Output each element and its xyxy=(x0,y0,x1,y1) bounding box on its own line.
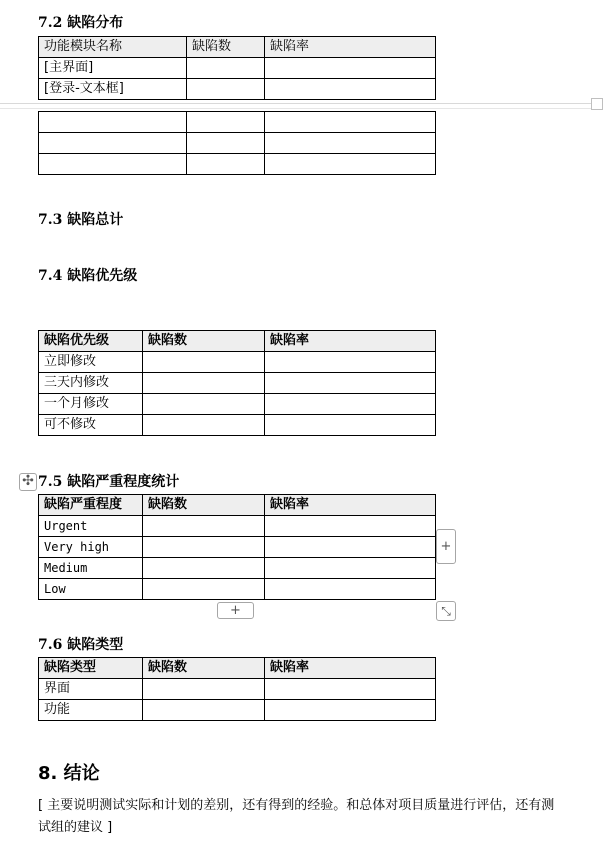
table-row xyxy=(39,394,436,415)
table-cell[interactable] xyxy=(143,537,265,558)
table-row xyxy=(39,79,436,100)
table-cell[interactable] xyxy=(265,558,436,579)
header-cell[interactable]: 缺陷优先级 xyxy=(39,331,143,352)
table-resize-handle-icon[interactable]: ⤡ xyxy=(436,601,456,621)
table-cell[interactable] xyxy=(265,579,436,600)
header-cell[interactable]: 缺陷率 xyxy=(265,495,436,516)
table-cell[interactable] xyxy=(143,700,265,721)
conclusion-line-2: 试组的建议 ] xyxy=(38,820,113,835)
table-row xyxy=(39,537,436,558)
page-break-line-lower xyxy=(0,108,603,109)
table-cell[interactable] xyxy=(265,133,436,154)
table-cell[interactable]: Urgent xyxy=(39,516,143,537)
table-cell[interactable] xyxy=(265,415,436,436)
table-cell[interactable] xyxy=(143,415,265,436)
section-7-6-title: 7.6 缺陷类型 xyxy=(38,637,124,653)
header-cell[interactable]: 缺陷严重程度 xyxy=(39,495,143,516)
table-cell[interactable] xyxy=(39,133,187,154)
table-cell[interactable] xyxy=(143,679,265,700)
table-cell[interactable] xyxy=(143,373,265,394)
defect-type-table xyxy=(38,657,436,721)
header-cell[interactable]: 缺陷率 xyxy=(265,331,436,352)
table-cell[interactable] xyxy=(265,516,436,537)
table-cell[interactable]: 功能 xyxy=(39,700,143,721)
add-column-button[interactable]: + xyxy=(436,529,456,564)
table-cell[interactable] xyxy=(143,394,265,415)
table-cell[interactable]: Low xyxy=(39,579,143,600)
table-header-row xyxy=(39,495,436,516)
table-header-row xyxy=(39,658,436,679)
table-cell[interactable] xyxy=(143,516,265,537)
table-move-handle-icon[interactable]: ✣ xyxy=(19,473,37,491)
header-cell[interactable]: 缺陷数 xyxy=(187,37,265,58)
defect-severity-table xyxy=(38,494,436,600)
table-cell[interactable] xyxy=(143,579,265,600)
defect-priority-table xyxy=(38,330,436,436)
conclusion-paragraph[interactable] xyxy=(38,795,598,839)
table-row xyxy=(39,679,436,700)
table-cell[interactable] xyxy=(39,154,187,175)
table-cell[interactable] xyxy=(265,58,436,79)
table-cell[interactable] xyxy=(187,133,265,154)
table-cell[interactable] xyxy=(265,679,436,700)
page-corner-marker xyxy=(591,98,603,110)
header-cell[interactable]: 缺陷类型 xyxy=(39,658,143,679)
table-row xyxy=(39,352,436,373)
section-7-2-title: 7.2 缺陷分布 xyxy=(38,15,124,31)
table-cell[interactable]: [主界面] xyxy=(39,58,187,79)
table-header-row xyxy=(39,331,436,352)
table-cell[interactable] xyxy=(265,79,436,100)
section-7-5-title: 7.5 缺陷严重程度统计 xyxy=(38,474,180,490)
table-row xyxy=(39,516,436,537)
header-cell[interactable]: 缺陷率 xyxy=(265,37,436,58)
conclusion-heading: 8. 结论 xyxy=(38,763,100,784)
header-cell[interactable]: 缺陷率 xyxy=(265,658,436,679)
section-7-4-title: 7.4 缺陷优先级 xyxy=(38,268,138,284)
table-cell[interactable] xyxy=(187,154,265,175)
header-cell[interactable]: 缺陷数 xyxy=(143,658,265,679)
table-cell[interactable]: Very high xyxy=(39,537,143,558)
table-cell[interactable]: 界面 xyxy=(39,679,143,700)
page-break-line xyxy=(0,103,603,104)
table-cell[interactable] xyxy=(265,537,436,558)
table-cell[interactable]: Medium xyxy=(39,558,143,579)
table-cell[interactable] xyxy=(265,700,436,721)
table-row xyxy=(39,415,436,436)
defect-distribution-table-top xyxy=(38,36,436,100)
table-cell[interactable]: 可不修改 xyxy=(39,415,143,436)
table-cell[interactable] xyxy=(265,352,436,373)
header-cell[interactable]: 缺陷数 xyxy=(143,495,265,516)
header-cell[interactable]: 缺陷数 xyxy=(143,331,265,352)
table-row xyxy=(39,558,436,579)
add-row-button[interactable]: + xyxy=(217,602,254,619)
table-cell[interactable]: 立即修改 xyxy=(39,352,143,373)
conclusion-line-1: [ 主要说明测试实际和计划的差别，还有得到的经验。和总体对项目质量进行评估，还有测 xyxy=(38,798,555,813)
header-cell[interactable]: 功能模块名称 xyxy=(39,37,187,58)
table-cell[interactable] xyxy=(187,79,265,100)
table-row xyxy=(39,154,436,175)
table-cell[interactable] xyxy=(265,373,436,394)
table-header-row xyxy=(39,37,436,58)
table-row xyxy=(39,579,436,600)
table-cell[interactable] xyxy=(265,112,436,133)
table-cell[interactable]: 一个月修改 xyxy=(39,394,143,415)
table-row xyxy=(39,133,436,154)
table-row xyxy=(39,700,436,721)
section-7-3-title: 7.3 缺陷总计 xyxy=(38,212,124,228)
table-cell[interactable] xyxy=(39,112,187,133)
defect-distribution-table-continued xyxy=(38,111,436,175)
table-cell[interactable]: 三天内修改 xyxy=(39,373,143,394)
table-cell[interactable]: [登录-文本框] xyxy=(39,79,187,100)
table-cell[interactable] xyxy=(187,112,265,133)
table-cell[interactable] xyxy=(143,352,265,373)
table-row xyxy=(39,112,436,133)
table-cell[interactable] xyxy=(265,394,436,415)
table-cell[interactable] xyxy=(265,154,436,175)
table-row xyxy=(39,58,436,79)
table-cell[interactable] xyxy=(187,58,265,79)
table-cell[interactable] xyxy=(143,558,265,579)
table-row xyxy=(39,373,436,394)
